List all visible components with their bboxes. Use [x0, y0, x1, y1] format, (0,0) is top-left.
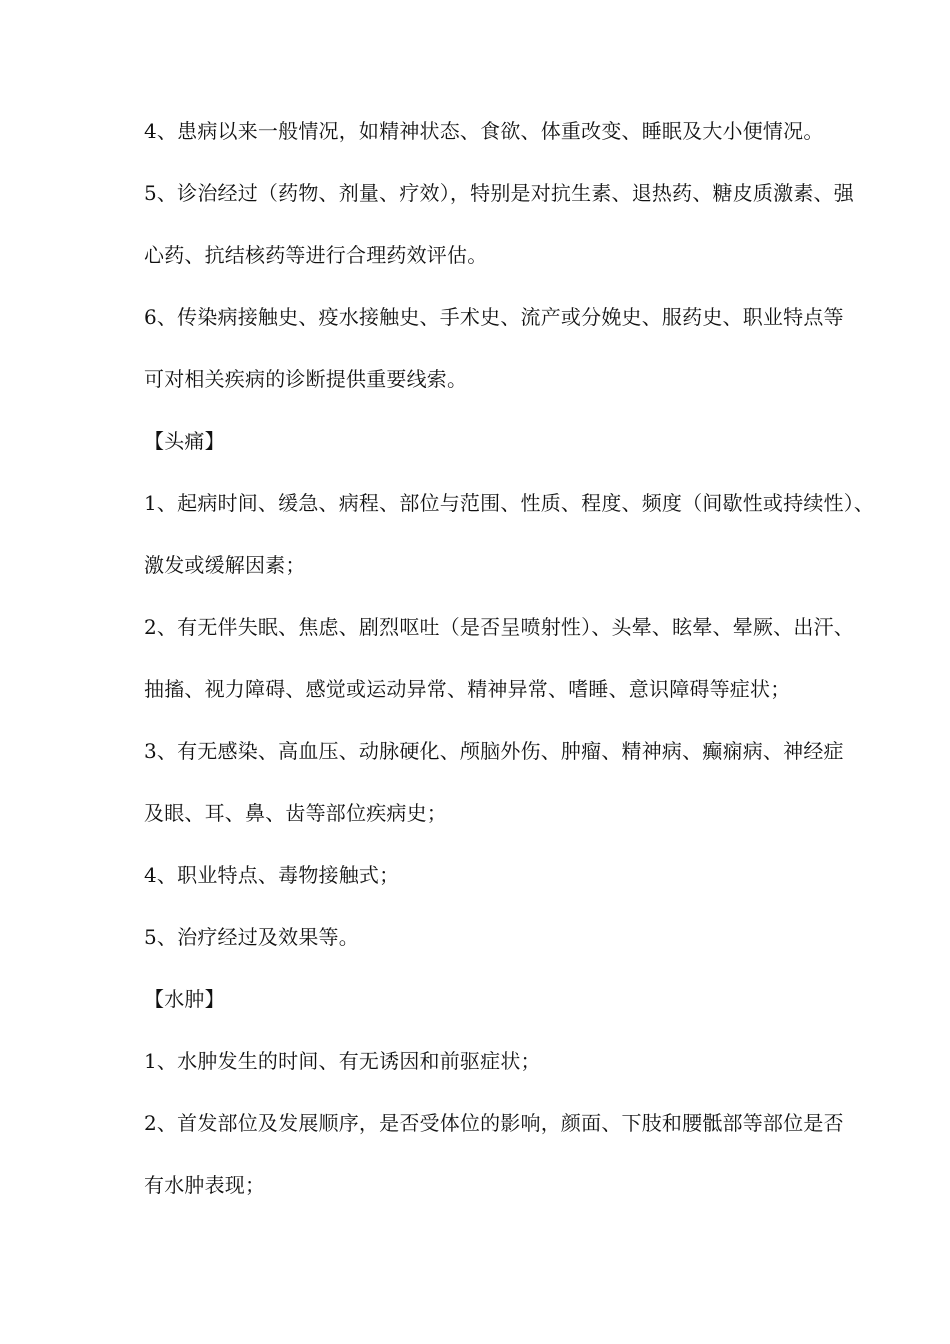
text-line: 5、诊治经过（药物、剂量、疗效），特别是对抗生素、退热药、糖皮质激素、强	[144, 181, 854, 205]
text-line: 5、治疗经过及效果等。	[144, 925, 359, 949]
text-line: 2、有无伴失眠、焦虑、剧烈呕吐（是否呈喷射性）、头晕、眩晕、晕厥、出汗、	[144, 615, 854, 639]
text-line: 4、患病以来一般情况，如精神状态、食欲、体重改变、睡眠及大小便情况。	[144, 119, 824, 143]
text-line: 1、起病时间、缓急、病程、部位与范围、性质、程度、频度（间歇性或持续性）、	[144, 491, 875, 515]
text-line: 有水肿表现；	[144, 1173, 266, 1197]
text-line: 抽搐、视力障碍、感觉或运动异常、精神异常、嗜睡、意识障碍等症状；	[144, 677, 791, 701]
text-line: 4、职业特点、毒物接触式；	[144, 863, 400, 887]
text-line: 心药、抗结核药等进行合理药效评估。	[144, 243, 488, 267]
text-line: 3、有无感染、高血压、动脉硬化、颅脑外伤、肿瘤、精神病、癫痫病、神经症	[144, 739, 844, 763]
text-line: 可对相关疾病的诊断提供重要线索。	[144, 367, 468, 391]
section-heading: 【水肿】	[144, 987, 225, 1011]
text-line: 1、水肿发生的时间、有无诱因和前驱症状；	[144, 1049, 541, 1073]
section-heading: 【头痛】	[144, 429, 225, 453]
text-line: 6、传染病接触史、疫水接触史、手术史、流产或分娩史、服药史、职业特点等	[144, 305, 844, 329]
text-line: 激发或缓解因素；	[144, 553, 306, 577]
text-line: 2、首发部位及发展顺序，是否受体位的影响，颜面、下肢和腰骶部等部位是否	[144, 1111, 844, 1135]
text-line: 及眼、耳、鼻、齿等部位疾病史；	[144, 801, 447, 825]
